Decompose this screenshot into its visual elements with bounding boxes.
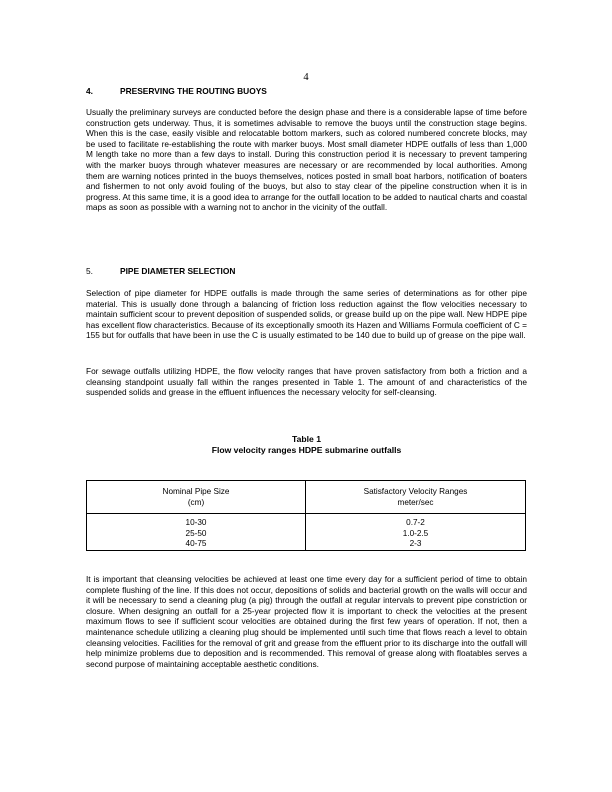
table-cell-velocity: 0.7-2 — [406, 518, 425, 527]
table-cell-velocity: 1.0-2.5 — [402, 528, 429, 538]
table-cell-size: 25-50 — [185, 528, 207, 538]
section-5-paragraph-1: Selection of pipe diameter for HDPE outfalls is made through the same series of determinations as for other pipe material. This is usually done through a balancing of friction loss reduction against the flow velocities necessary to maintain sufficient scour to prevent deposition of suspended solids, or grease build up on the pipe wall. New HDPE pipe has excellent flow characteristics. Because of its exceptionally smooth its Hazen and Williams Formula coefficient of C = 155 but for outfalls that have been in use the C is usually estimated to be 140 due to build up of grease on the pipe wall. — [86, 288, 527, 341]
section-5-paragraph-2: For sewage outfalls utilizing HDPE, the flow velocity ranges that have proven satisfactory from both a friction and a cleansing standpoint usually fall within the ranges presented in Table 1. The amount of and characteristics of the suspended solids and grease in the effluent influences the necessary velocity for self-cleansing. — [86, 366, 527, 398]
table-header-divider — [87, 513, 525, 514]
section-5-title: PIPE DIAMETER SELECTION — [120, 266, 236, 276]
section-5-heading — [86, 266, 235, 276]
table-column-velocities — [306, 518, 525, 550]
table-label: Table 1 — [292, 434, 321, 444]
section-5-paragraph-3: It is important that cleansing velocities be achieved at least one time every day for a sufficient period of time to obtain complete flushing of the line. If this does not occur, depositions of solids and bacterial growth on the walls will occur and it will be necessary to send a cleaning plug (a pig) through the outfall at regular intervals to prevent pipe constriction or closure. When designing an outfall for a 25-year projected flow it is important to check the velocities at the present maximum flows to see if sufficient scour velocities are obtained during the first few years of operation. If not, then a maintenance schedule utilizing a cleaning plug should be implemented until such time that flows reach a level to obtain cleansing velocities. Facilities for the removal of grit and grease from the effluent prior to its discharge into the outfall will help minimize problems due to deposition and is recommended. This removal of grease along with floatables serves a second purpose of maintaining acceptable aesthetic conditions. — [86, 574, 527, 669]
table-header-velocity — [306, 487, 525, 508]
table-header-pipe-size — [87, 487, 305, 508]
table-column-pipe-sizes — [87, 518, 305, 550]
section-4-title: PRESERVING THE ROUTING BUOYS — [120, 86, 267, 96]
table-cell-size: 10-30 — [185, 518, 207, 527]
section-4-heading — [86, 86, 267, 96]
header-pipe-size-unit: (cm) — [187, 497, 205, 507]
table-caption — [86, 434, 527, 456]
velocity-table — [86, 480, 526, 551]
header-velocity-label: Satisfactory Velocity Ranges — [363, 487, 468, 496]
page-number: 4 — [303, 72, 309, 83]
table-cell-velocity: 2-3 — [409, 539, 422, 549]
section-5-number: 5. — [86, 266, 93, 276]
section-4-number: 4. — [86, 86, 93, 96]
section-4-paragraph: Usually the preliminary surveys are conducted before the design phase and there is a considerable lapse of time before construction gets underway. Thus, it is sometimes advisable to remove the buoys until the construction stage begins. When this is the case, easily visible and relocatable bottom markers, such as colored numbered concrete blocks, may be used to facilitate re-establishing the route with marker buoys. Most small diameter HDPE outfalls of less than 1,000 M length take no more than a few days to install. During this construction period it is necessary to prevent tampering with the marker buoys through whatever measures are necessary or are recommended by local authorities. Among them are warning notices printed in the buoys themselves, notices posted in small boat harbors, notification of boaters and fishermen to not only avoid fouling of the buoys, but also to stay clear of the pipeline construction when it is in progress. At this same time, it is a good idea to arrange for the outfall location to be added to nautical charts and coastal maps as soon as possible with a warning not to anchor in the vicinity of the outfall. — [86, 107, 527, 213]
table-title: Flow velocity ranges HDPE submarine outfalls — [211, 445, 402, 455]
header-velocity-unit: meter/sec — [397, 497, 434, 507]
header-pipe-size-label: Nominal Pipe Size — [162, 487, 230, 496]
table-cell-size: 40-75 — [185, 539, 207, 549]
